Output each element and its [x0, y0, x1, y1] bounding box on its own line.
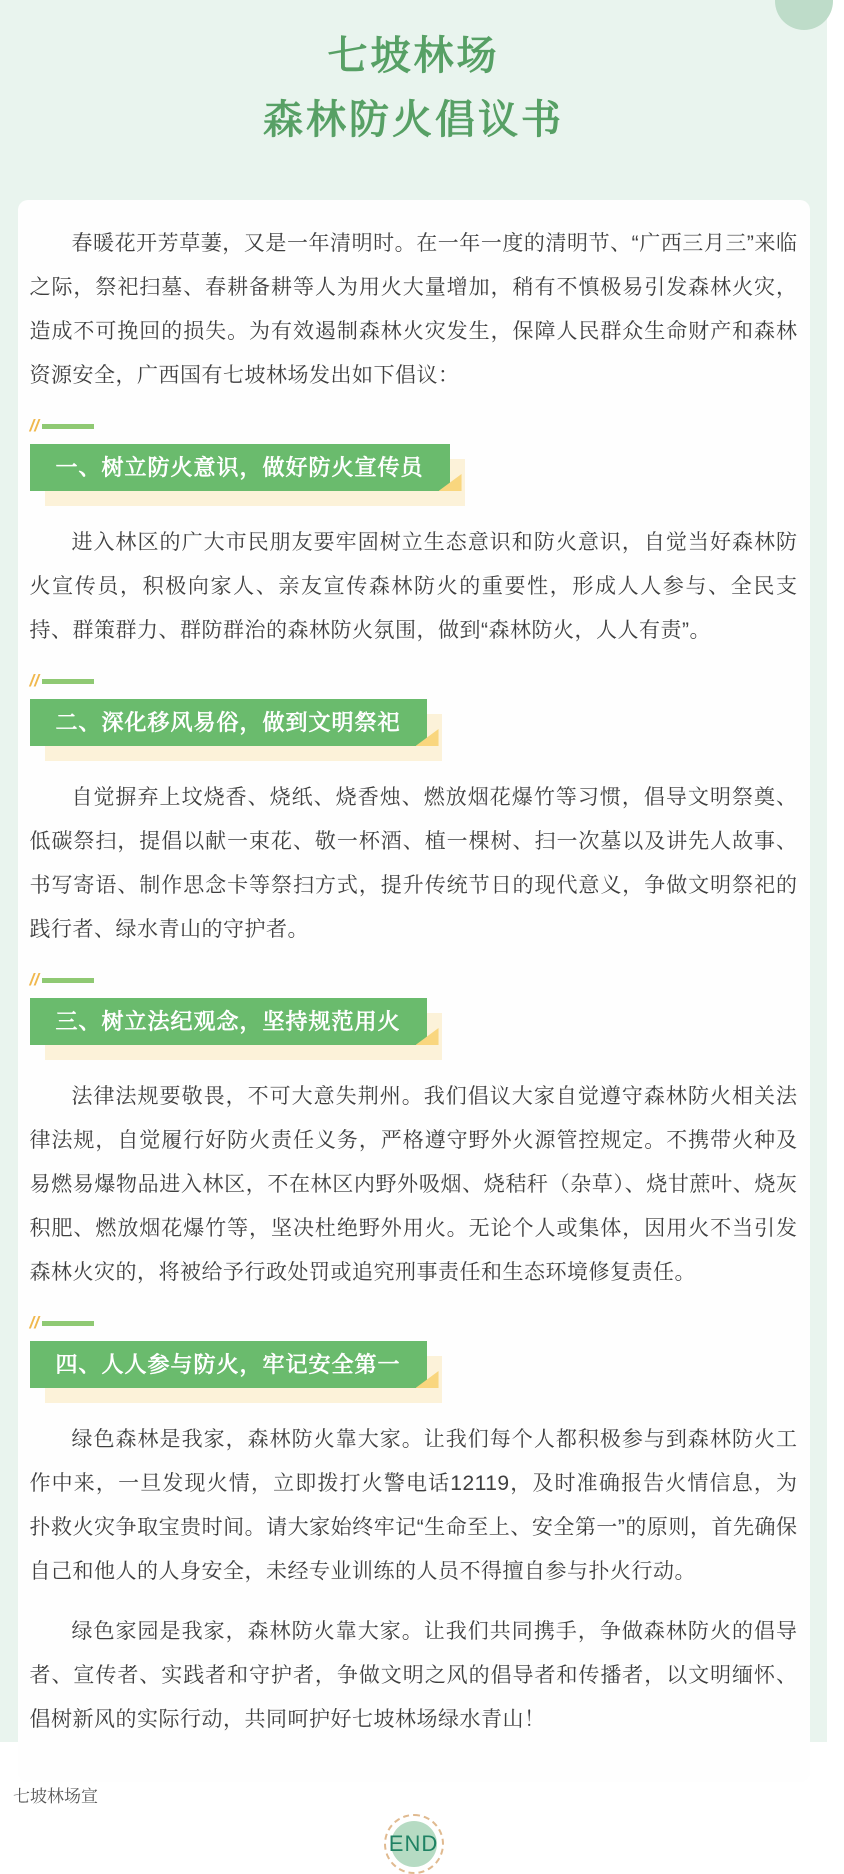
section-paragraph: 自觉摒弃上坟烧香、烧纸、烧香烛、燃放烟花爆竹等习惯，倡导文明祭奠、低碳祭扫，提倡以献一束花、敬一杯酒、植一棵树、扫一次墓以及讲先人故事、书写寄语、制作思念卡等祭扫方式，提升传统节日的现代意义，争做文明祭祀的践行者、绿水青山的守护者。	[29, 786, 798, 941]
end-marker	[0, 1814, 827, 1874]
section-banner	[30, 444, 450, 491]
section-banner	[30, 699, 427, 746]
section-banner-row	[30, 699, 798, 746]
section-paragraph: 绿色森林是我家，森林防火靠大家。让我们每个人都积极参与到森林防火工作中来，一旦发现火情，立即拨打火警电话12119，及时准确报告火情信息，为扑救火灾争取宝贵时间。请大家始终牢记“生命至上、安全第一”的原则，首先确保自己和他人的人身安全，未经专业训练的人员不得擅自参与扑火行动。	[29, 1428, 798, 1583]
divider-slashes-decoration: //	[29, 1313, 39, 1332]
section-divider	[30, 673, 798, 689]
content-card	[18, 200, 810, 1782]
section-divider	[30, 418, 798, 434]
divider-slashes-decoration: //	[29, 671, 39, 690]
divider-slashes-decoration: //	[29, 416, 39, 435]
page-title-line2: 森林防火倡议书	[263, 98, 564, 142]
section-paragraph: 进入林区的广大市民朋友要牢固树立生态意识和防火意识，自觉当好森林防火宣传员，积极向家人、亲友宣传森林防火的重要性，形成人人参与、全民支持、群策群力、群防群治的森林防火氛围，做到“森林防火，人人有责”。	[29, 531, 798, 642]
section-body	[30, 1418, 798, 1742]
section-paragraph: 绿色家园是我家，森林防火靠大家。让我们共同携手，争做森林防火的倡导者、宣传者、实践者和守护者，争做文明之风的倡导者和传播者，以文明缅怀、倡树新风的实际行动，共同呵护好七坡林场绿水青山！	[29, 1620, 798, 1731]
section-banner-row	[30, 1341, 798, 1388]
end-dashed-ring	[384, 1814, 444, 1874]
section-divider	[30, 972, 798, 988]
divider-slashes-decoration: //	[29, 970, 39, 989]
section-1	[30, 418, 798, 653]
section-banner-row	[30, 998, 798, 1045]
section-paragraph: 法律法规要敬畏，不可大意失荆州。我们倡议大家自觉遵守森林防火相关法律法规，自觉履行好防火责任义务，严格遵守野外火源管控规定。不携带火种及易燃易爆物品进入林区，不在林区内野外吸烟、烧秸秆（杂草）、烧甘蔗叶、烧灰积肥、燃放烟花爆竹等，坚决杜绝野外用火。无论个人或集体，因用火不当引发森林火灾的，将被给予行政处罚或追究刑事责任和生态环境修复责任。	[29, 1085, 798, 1284]
section-body	[30, 776, 798, 952]
section-3	[30, 972, 798, 1295]
section-banner	[30, 1341, 427, 1388]
section-heading: 四、人人参与防火，牢记安全第一	[30, 1341, 427, 1388]
footer-byline: 七坡林场宣	[0, 1742, 844, 1807]
intro-paragraph: 春暖花开芳草萋，又是一年清明时。在一年一度的清明节、“广西三月三”来临之际，祭祀扫墓、春耕备耕等人为用火大量增加，稍有不慎极易引发森林火灾，造成不可挽回的损失。为有效遏制森林火灾发生，保障人民群众生命财产和森林资源安全，广西国有七坡林场发出如下倡议：	[29, 232, 798, 387]
section-divider	[30, 1315, 798, 1331]
section-body	[30, 1075, 798, 1295]
divider-line-decoration	[42, 1321, 94, 1326]
section-banner-row	[30, 444, 798, 491]
divider-line-decoration	[42, 424, 94, 429]
section-heading: 一、树立防火意识，做好防火宣传员	[30, 444, 450, 491]
divider-line-decoration	[42, 978, 94, 983]
end-circle: END	[391, 1821, 437, 1867]
divider-line-decoration	[42, 679, 94, 684]
page-title-line1: 七坡林场	[327, 34, 500, 78]
section-body	[30, 521, 798, 653]
section-heading: 三、树立法纪观念，坚持规范用火	[30, 998, 427, 1045]
section-4	[30, 1315, 798, 1742]
section-2	[30, 673, 798, 952]
section-heading: 二、深化移风易俗，做到文明祭祀	[30, 699, 427, 746]
section-banner	[30, 998, 427, 1045]
page-title	[0, 0, 827, 152]
